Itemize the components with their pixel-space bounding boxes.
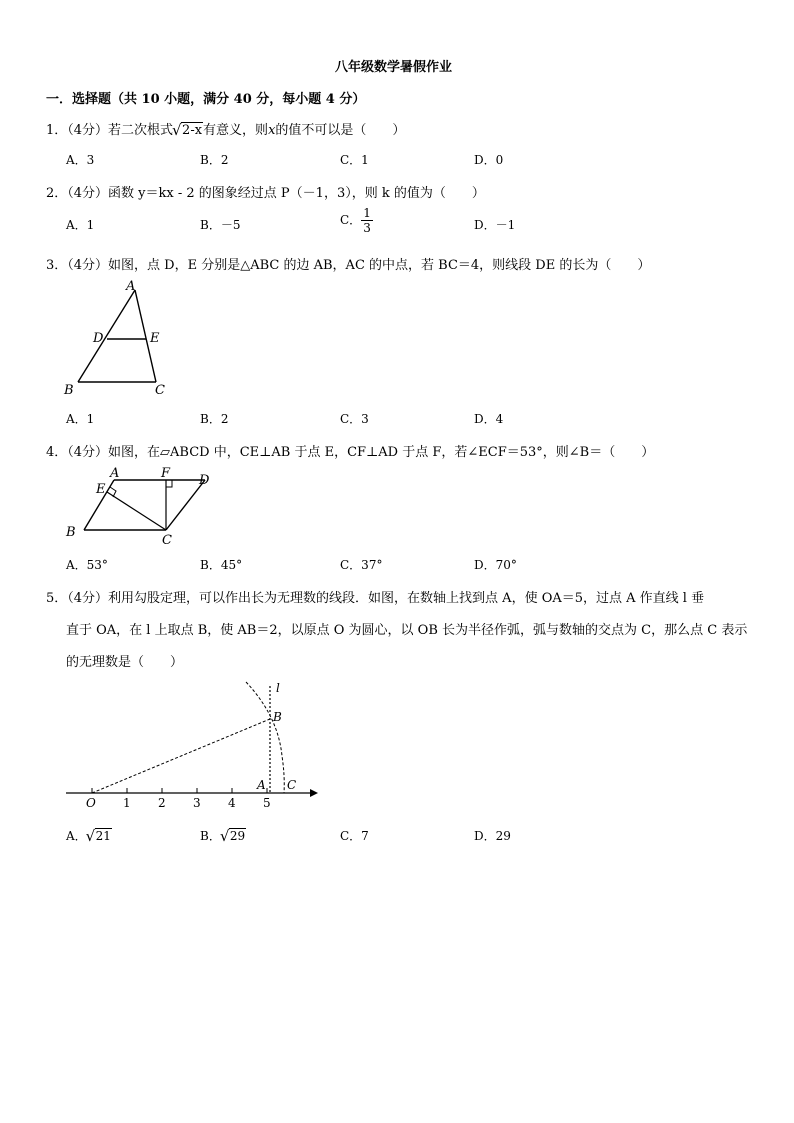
q1-var: x bbox=[268, 123, 276, 138]
question-5-line-1: 5．（4分）利用勾股定理，可以作出长为无理数的线段．如图，在数轴上找到点 A，使 OA＝5，过点 A 作直线 l 垂 bbox=[46, 591, 705, 606]
q1-text-mid: 有意义，则 bbox=[203, 123, 269, 138]
q5-option-d: D．29 bbox=[474, 829, 511, 843]
q1-text-pre: 1．（4分）若二次根式 bbox=[46, 123, 174, 138]
q4-option-a: A．53° bbox=[66, 558, 108, 572]
q5-option-b-label: B． bbox=[200, 829, 221, 843]
label-e: E bbox=[96, 482, 106, 497]
label-c: C bbox=[287, 778, 297, 792]
sqrt-expression: √ 29 bbox=[219, 827, 246, 845]
q2-option-c bbox=[340, 206, 373, 235]
sqrt-expression: √ 21 bbox=[85, 827, 111, 845]
tick-label-3: 3 bbox=[193, 796, 201, 810]
q1-text-post: 的值不可以是（ ） bbox=[275, 123, 406, 138]
label-b: B bbox=[64, 383, 74, 398]
parallelogram-figure bbox=[60, 464, 220, 550]
tick-label-5: 5 bbox=[263, 796, 271, 810]
q2-option-b: B．－5 bbox=[200, 218, 241, 232]
fraction: $\frac{1}{3}$ bbox=[363, 206, 371, 235]
question-5-line-3: 的无理数是（ ） bbox=[66, 655, 184, 670]
question-3: 3．（4分）如图，点 D，E 分别是△ABC 的边 AB，AC 的中点，若 BC＝4，则线段 DE 的长为（ ） bbox=[46, 258, 651, 273]
section-heading: 一．选择题（共 10 小题，满分 40 分，每小题 4 分） bbox=[46, 92, 366, 107]
label-c: C bbox=[162, 533, 172, 548]
q2-option-a: A．1 bbox=[66, 218, 95, 232]
q4-option-d: D．70° bbox=[474, 558, 517, 572]
arc bbox=[246, 682, 284, 793]
q1-option-b: B．2 bbox=[200, 153, 229, 167]
label-d: D bbox=[93, 331, 104, 346]
q5-option-a-label: A． bbox=[66, 829, 87, 843]
q1-option-d: D．0 bbox=[474, 153, 504, 167]
segment-ce bbox=[107, 492, 166, 530]
q5-option-c: C．7 bbox=[340, 829, 369, 843]
q3-option-b: B．2 bbox=[200, 412, 229, 426]
number-line-figure bbox=[60, 676, 330, 810]
label-a: A bbox=[126, 279, 136, 294]
label-f: F bbox=[161, 466, 171, 481]
tick-label-2: 2 bbox=[158, 796, 166, 810]
q5-option-a bbox=[66, 827, 112, 844]
label-l: l bbox=[276, 681, 280, 695]
question-4: 4．（4分）如图，在▱ABCD 中，CE⊥AB 于点 E，CF⊥AD 于点 F，若∠ECF＝53°，则∠B＝（ ） bbox=[46, 445, 655, 460]
triangle-figure bbox=[60, 278, 180, 400]
question-1 bbox=[46, 119, 405, 138]
label-e: E bbox=[150, 331, 160, 346]
q2-option-d: D．－1 bbox=[474, 218, 516, 232]
page-title: 八年级数学暑假作业 bbox=[335, 60, 453, 75]
label-b: B bbox=[273, 710, 282, 724]
q2-option-c-label: C． bbox=[340, 213, 362, 227]
side-ab bbox=[78, 290, 135, 382]
tick-label-4: 4 bbox=[228, 796, 236, 810]
question-2: 2．（4分）函数 y＝kx - 2 的图象经过点 P（－1，3），则 k 的值为（ ） bbox=[46, 186, 485, 201]
label-a: A bbox=[257, 778, 266, 792]
q3-option-a: A．1 bbox=[66, 412, 95, 426]
axis-arrow bbox=[310, 789, 318, 797]
q1-option-a: A．3 bbox=[66, 153, 95, 167]
label-b: B bbox=[66, 525, 76, 540]
q5-option-b bbox=[200, 827, 246, 844]
tick-label-1: 1 bbox=[123, 796, 131, 810]
q3-option-d: D．4 bbox=[474, 412, 504, 426]
label-d: D bbox=[199, 473, 210, 488]
label-c: C bbox=[155, 383, 165, 398]
label-o: O bbox=[86, 796, 96, 810]
segment-ob bbox=[92, 719, 270, 793]
label-a: A bbox=[110, 466, 120, 481]
question-5-line-2: 直于 OA，在 l 上取点 B，使 AB＝2，以原点 O 为圆心，以 OB 长为半径作弧，弧与数轴的交点为 C，那么点 C 表示 bbox=[66, 623, 748, 638]
q3-option-c: C．3 bbox=[340, 412, 369, 426]
q4-option-b: B．45° bbox=[200, 558, 243, 572]
q4-option-c: C．37° bbox=[340, 558, 383, 572]
sqrt-expression: √ 2-x bbox=[172, 121, 203, 139]
right-angle-f bbox=[166, 480, 172, 487]
q1-option-c: C．1 bbox=[340, 153, 369, 167]
